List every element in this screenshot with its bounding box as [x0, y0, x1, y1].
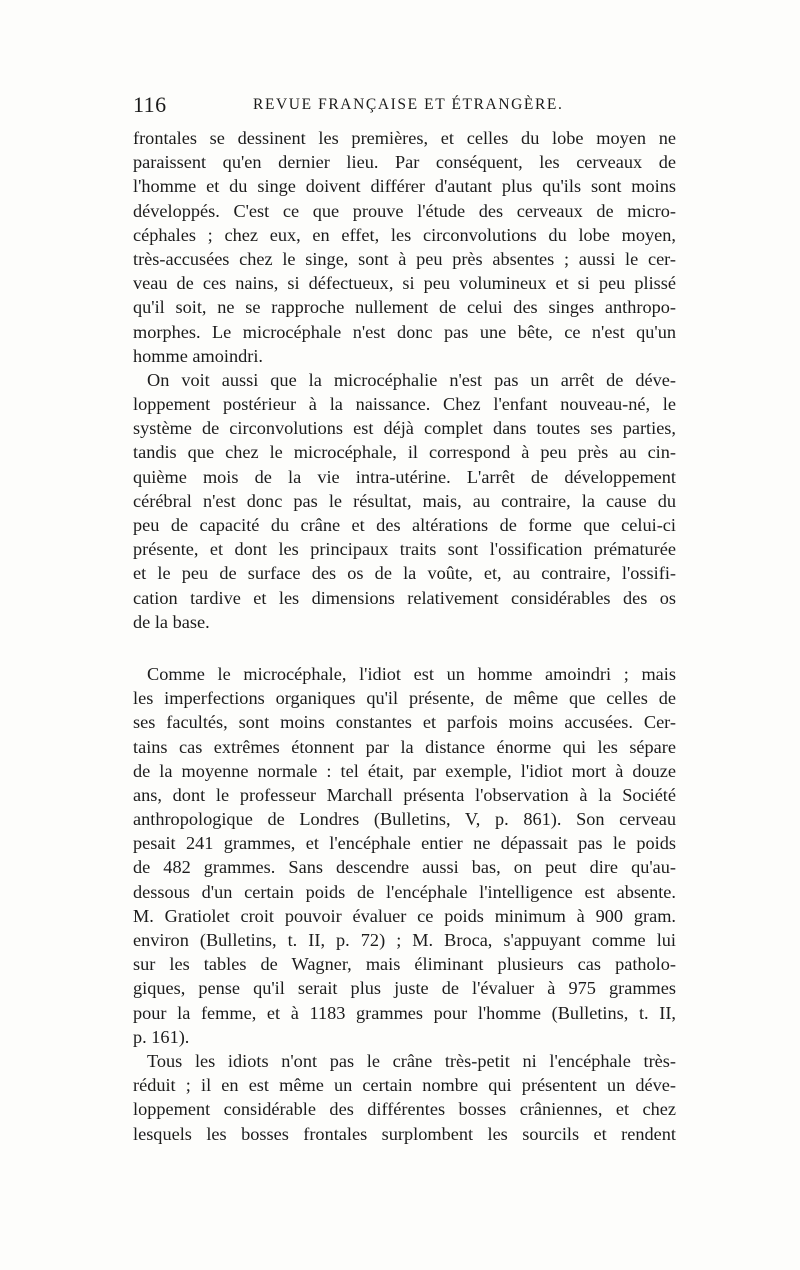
paragraph-gap — [133, 634, 676, 662]
text-line: ses facultés, sont moins constantes et parfois moins accusées. Cer- — [133, 712, 676, 733]
page-header — [133, 92, 676, 122]
text-line: présente, et dont les principaux traits sont l'ossification prématurée — [133, 539, 676, 560]
text-line: loppement considérable des différentes bosses crâniennes, et chez — [133, 1099, 676, 1120]
text-line: peu de capacité du crâne et des altérations de forme que celui-ci — [133, 515, 676, 535]
paragraph-3 — [133, 662, 676, 1049]
text-line: Comme le microcéphale, l'idiot est un homme amoindri ; mais — [147, 663, 676, 684]
text-line: lesquels les bosses frontales surplombent les sourcils et rendent — [133, 1123, 676, 1144]
text-line: cérébral n'est donc pas le résultat, mais, au contraire, la cause du — [133, 490, 676, 511]
text-line: de 482 grammes. Sans descendre aussi bas, on peut dire qu'au- — [133, 857, 676, 878]
text-line: qu'il soit, ne se rapproche nullement de celui des singes anthropo- — [133, 297, 676, 318]
text-line: p. 161). — [133, 1026, 190, 1047]
text-line: développés. C'est ce que prouve l'étude des cerveaux de micro- — [133, 200, 676, 221]
running-title: REVUE FRANÇAISE ET ÉTRANGÈRE. — [253, 96, 564, 113]
text-line: pesait 241 grammes, et l'encéphale entier ne dépassait pas le poids — [133, 833, 676, 854]
text-line: environ (Bulletins, t. II, p. 72) ; M. Broca, s'appuyant comme lui — [133, 930, 676, 950]
paragraph-4 — [133, 1049, 676, 1146]
text-line: cation tardive et les dimensions relativement considérables des os — [133, 587, 676, 608]
text-line: de la base. — [133, 611, 210, 632]
text-line: paraissent qu'en dernier lieu. Par conséquent, les cerveaux de — [133, 152, 676, 173]
text-line: l'homme et du singe doivent différer d'autant plus qu'ils sont moins — [133, 176, 676, 197]
text-line: et le peu de surface des os de la voûte, et, au contraire, l'ossifi- — [133, 563, 676, 584]
text-line: Tous les idiots n'ont pas le crâne très-petit ni l'encéphale très- — [147, 1050, 676, 1071]
text-line: veau de ces nains, si défectueux, si peu volumineux et si peu plissé — [133, 273, 676, 294]
text-line: très-accusées chez le singe, sont à peu près absentes ; aussi le cer- — [133, 248, 676, 269]
paragraph-1 — [133, 126, 676, 368]
text-line: loppement postérieur à la naissance. Chez l'enfant nouveau-né, le — [133, 394, 676, 415]
text-line: tandis que chez le microcéphale, il correspond à peu près au cin- — [133, 442, 676, 463]
text-line: céphales ; chez eux, en effet, les circonvolutions du lobe moyen, — [133, 224, 676, 245]
text-line: les imperfections organiques qu'il présente, de même que celles de — [133, 688, 676, 709]
text-line: ans, dont le professeur Marchall présenta l'observation à la Société — [133, 784, 676, 805]
text-line: frontales se dessinent les premières, et celles du lobe moyen ne — [133, 128, 676, 148]
text-line: pour la femme, et à 1183 grammes pour l'homme (Bulletins, t. II, — [133, 1002, 676, 1023]
text-line: système de circonvolutions est déjà complet dans toutes ses parties, — [133, 418, 676, 439]
text-line: homme amoindri. — [133, 345, 263, 366]
text-line: dessous d'un certain poids de l'encéphale l'intelligence est absente. — [133, 881, 676, 902]
text-line: de la moyenne normale : tel était, par exemple, l'idiot mort à douze — [133, 760, 676, 781]
text-line: morphes. Le microcéphale n'est donc pas une bête, ce n'est qu'un — [133, 321, 676, 342]
text-line: anthropologique de Londres (Bulletins, V, p. 861). Son cerveau — [133, 809, 676, 830]
text-line: On voit aussi que la microcéphalie n'est pas un arrêt de déve- — [147, 369, 676, 390]
page-number: 116 — [133, 92, 167, 117]
paragraph-2 — [133, 368, 676, 634]
text-line: quième mois de la vie intra-utérine. L'arrêt de développement — [133, 466, 676, 487]
text-line: tains cas extrêmes étonnent par la distance énorme qui les sépare — [133, 736, 676, 757]
body-text — [133, 126, 676, 1146]
text-line: giques, pense qu'il serait plus juste de l'évaluer à 975 grammes — [133, 978, 676, 999]
text-line: réduit ; il en est même un certain nombre qui présentent un déve- — [133, 1075, 676, 1096]
text-line: M. Gratiolet croit pouvoir évaluer ce poids minimum à 900 gram. — [133, 905, 676, 926]
text-line: sur les tables de Wagner, mais éliminant plusieurs cas patholo- — [133, 954, 676, 975]
